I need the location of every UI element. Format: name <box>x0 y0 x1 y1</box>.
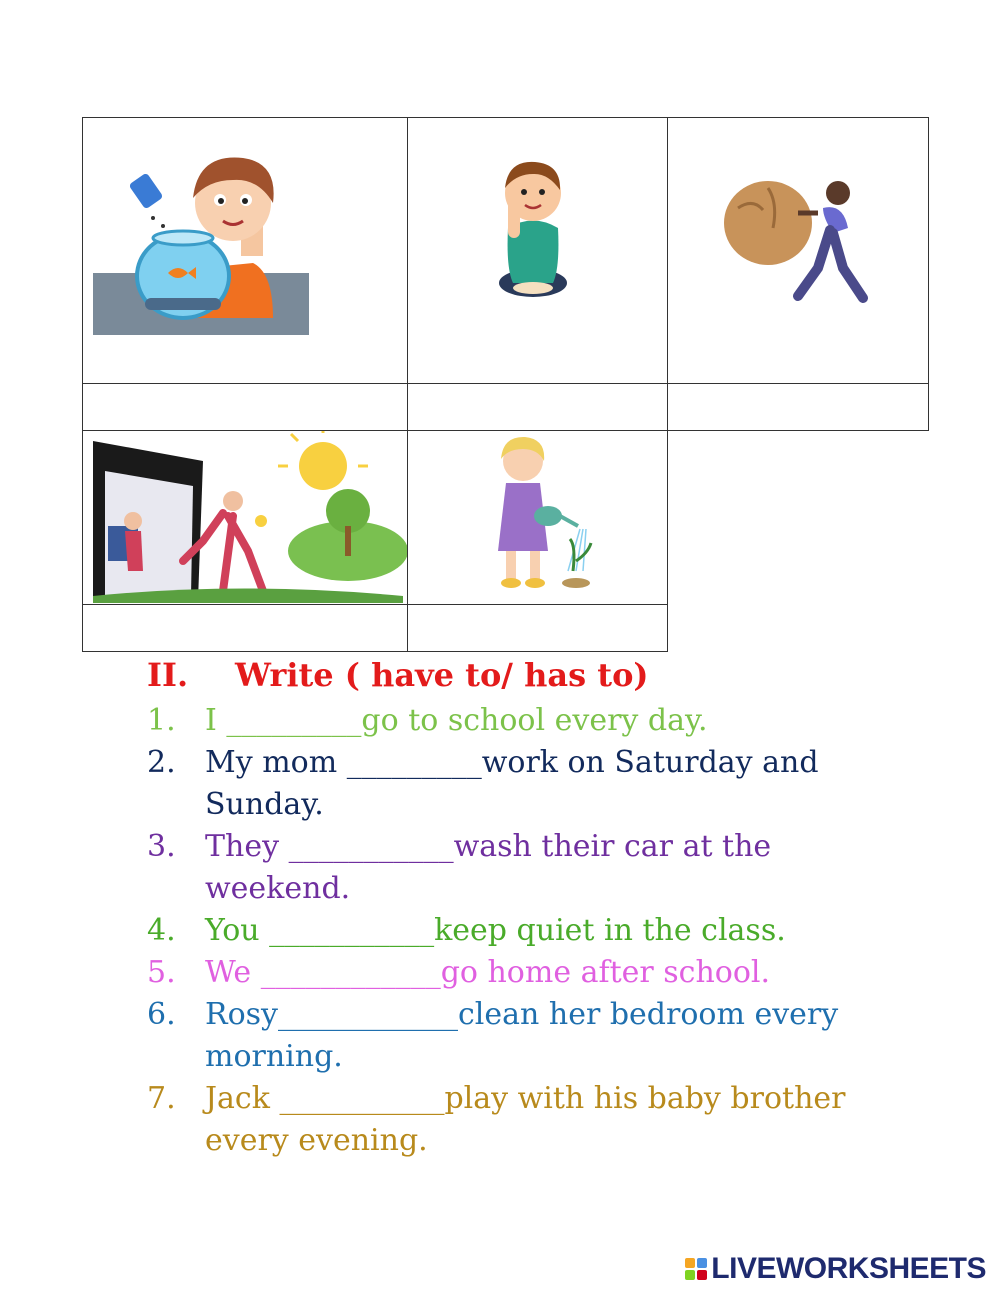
sentence-end: wash their car at the weekend. <box>205 829 772 906</box>
logo-text: LIVEWORKSHEETS <box>711 1252 986 1285</box>
picture-cell-4 <box>82 430 408 605</box>
section-heading <box>147 656 649 694</box>
exercise-number: 1. <box>147 703 176 738</box>
answer-box-2[interactable] <box>407 383 668 431</box>
logo-mark-icon <box>685 1258 707 1280</box>
section-title: Write ( have to/ has to) <box>235 656 649 694</box>
exercise-number: 7. <box>147 1081 176 1116</box>
exercise-sentence <box>205 826 907 910</box>
picture-cell-1 <box>82 117 408 384</box>
liveworksheets-logo <box>685 1252 986 1286</box>
sentence-end: go to school every day. <box>361 703 708 738</box>
answer-blank[interactable]: ____________ <box>278 997 458 1032</box>
picture-cell-2 <box>407 117 668 384</box>
girl-watering-plant-icon <box>408 431 669 606</box>
exercise-number: 6. <box>147 997 176 1032</box>
sentence-start: We <box>205 955 261 990</box>
answer-blank[interactable]: ___________ <box>288 829 454 864</box>
logo-square <box>685 1258 695 1268</box>
answer-blank[interactable]: ____________ <box>260 955 441 990</box>
sentence-end: clean her bedroom every morning. <box>205 997 839 1074</box>
answer-box-5[interactable] <box>407 604 668 652</box>
exercise-sentence <box>205 700 907 742</box>
boy-sitting-icon <box>408 118 669 385</box>
exercise-list <box>147 700 907 1162</box>
exercise-number: 2. <box>147 745 176 780</box>
answer-blank[interactable]: ___________ <box>279 1081 445 1116</box>
sentence-end: play with his baby brother every evening. <box>205 1081 846 1158</box>
exercise-item <box>147 952 907 994</box>
answer-blank[interactable]: ___________ <box>269 913 435 948</box>
exercise-item <box>147 1078 907 1162</box>
woman-carrying-bag-icon <box>668 118 930 385</box>
exercise-sentence <box>205 994 907 1078</box>
answer-blank[interactable]: _________ <box>346 745 482 780</box>
exercise-item <box>147 826 907 910</box>
exercise-number: 3. <box>147 829 176 864</box>
exercise-sentence <box>205 952 907 994</box>
logo-square <box>697 1258 707 1268</box>
sentence-start: My mom <box>205 745 347 780</box>
sentence-end: work on Saturday and Sunday. <box>205 745 819 822</box>
section-number: II. <box>147 656 189 694</box>
picture-cell-5 <box>407 430 668 605</box>
exercise-item <box>147 700 907 742</box>
answer-box-4[interactable] <box>82 604 408 652</box>
exercise-sentence <box>205 1078 907 1162</box>
exercise-item <box>147 910 907 952</box>
sentence-start: Rosy <box>205 997 278 1032</box>
girl-pulling-man-outdoors-icon <box>83 431 409 606</box>
sentence-end: keep quiet in the class. <box>434 913 786 948</box>
exercise-number: 4. <box>147 913 176 948</box>
exercise-item <box>147 742 907 826</box>
sentence-start: You <box>205 913 270 948</box>
exercise-number: 5. <box>147 955 176 990</box>
sentence-start: I <box>205 703 227 738</box>
logo-square <box>685 1270 695 1280</box>
answer-box-1[interactable] <box>82 383 408 431</box>
sentence-end: go home after school. <box>440 955 771 990</box>
answer-box-3[interactable] <box>667 383 929 431</box>
exercise-sentence <box>205 742 907 826</box>
picture-cell-3 <box>667 117 929 384</box>
exercise-item <box>147 994 907 1078</box>
sentence-start: They <box>205 829 289 864</box>
answer-blank[interactable]: _________ <box>226 703 362 738</box>
logo-square <box>697 1270 707 1280</box>
exercise-sentence <box>205 910 907 952</box>
sentence-start: Jack <box>205 1081 280 1116</box>
boy-feeding-fish-icon <box>83 118 409 385</box>
